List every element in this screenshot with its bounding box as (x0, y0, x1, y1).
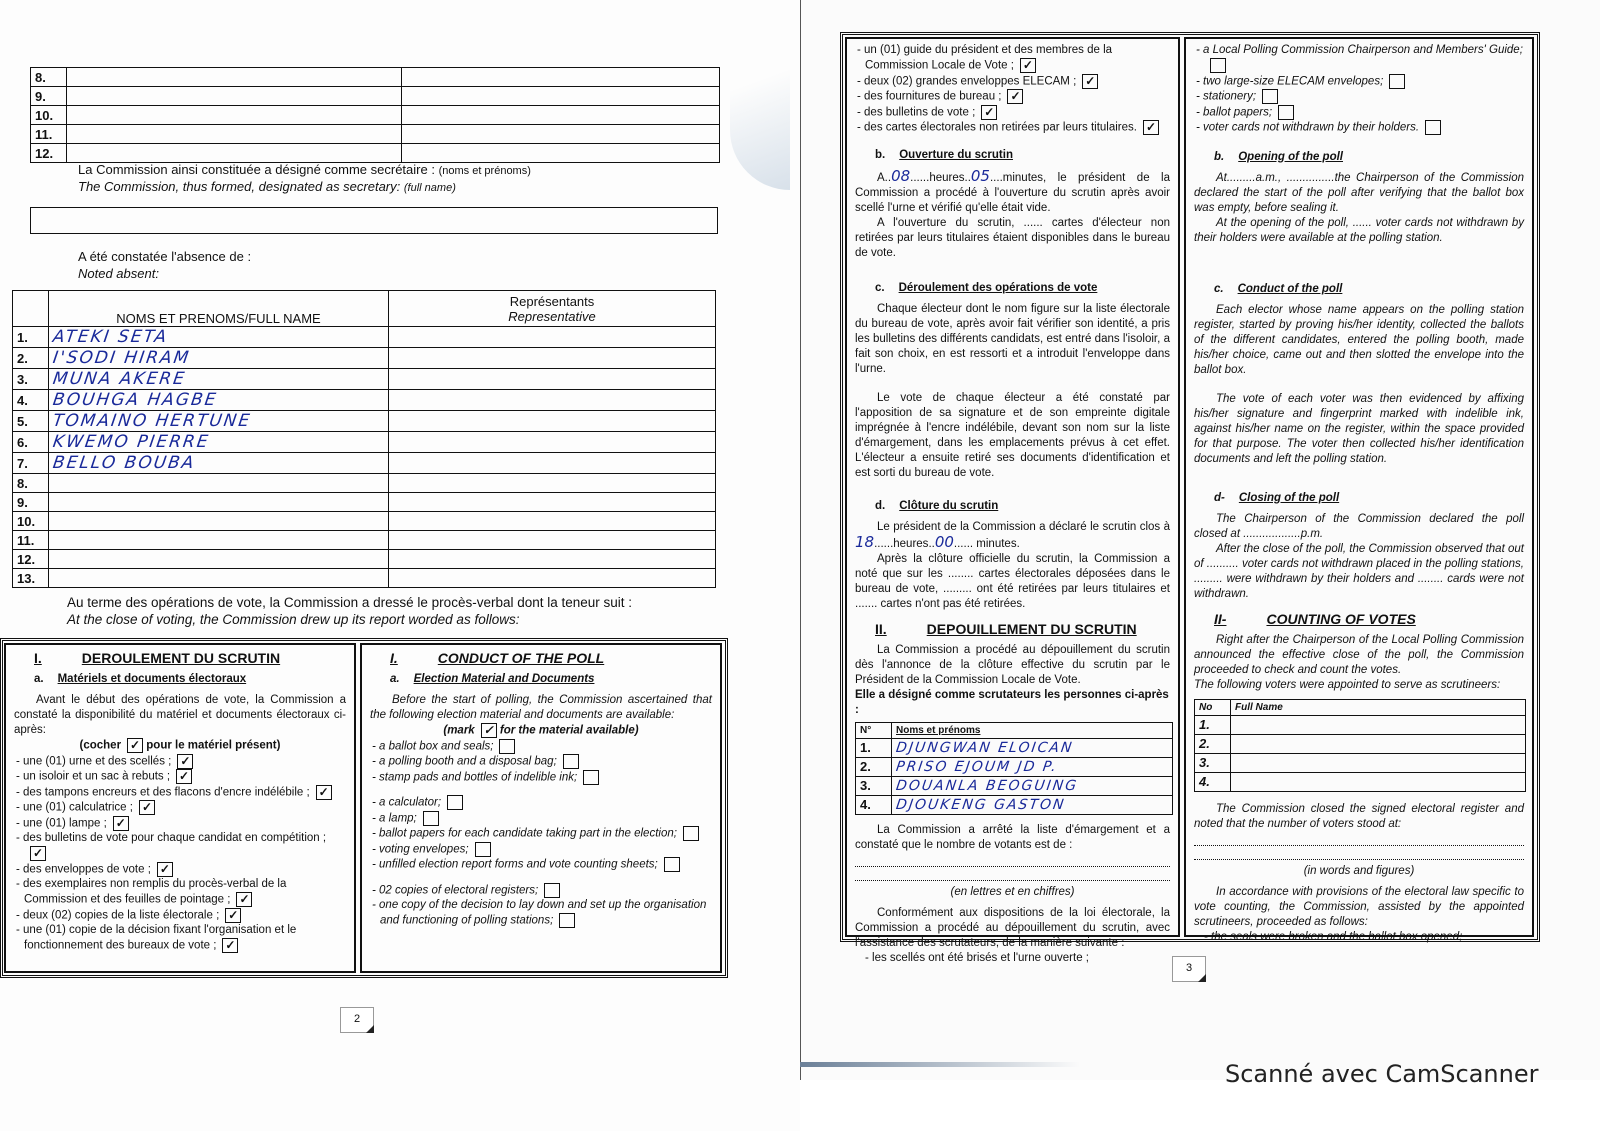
table-row: 8. (31, 68, 720, 87)
checkbox[interactable]: ✓ (981, 105, 997, 120)
scrutineers-table-en (1194, 699, 1526, 792)
checklist-item: - deux (02) grandes enveloppes ELECAM ; ✓ (855, 74, 1170, 90)
table-row: 8. (13, 474, 716, 493)
table-row: 11. (31, 125, 720, 144)
checkbox[interactable]: ✓ (113, 816, 129, 831)
checklist-item: - des exemplaires non remplis du procès-verbal de la Commission et des feuilles de pointage ; ✓ (16, 878, 287, 907)
table-row: 10. (31, 106, 720, 125)
report-intro-en: At the close of voting, the Commission drew up its report worded as follows: (67, 612, 520, 627)
checkbox[interactable]: ✓ (1082, 74, 1098, 89)
checkbox[interactable]: ✓ (1020, 58, 1036, 73)
checkbox[interactable]: ✓ (316, 785, 332, 800)
checkbox[interactable]: ✓ (177, 754, 193, 769)
table-row: 3. MUNA AKERE (13, 369, 716, 390)
fr-column-left: I. DEROULEMENT DU SCRUTIN a. Matériels et documents électoraux Avant le début des opérations de vote, la Commission a constaté la disponibilité du matériel et documents électoraux ci-après: (cocher ✓ pour le matériel présent) - une (01) urne et des scellés ; ✓ - un isoloir et un sac à rebuts ; ✓ - des tampons encreurs et des flacons d'encre indélébile ; ✓ - une (01) calculatrice ; ✓ - une (01) lampe ; ✓ - des bulletins de vote pour chaque candidat en compétition ;✓ - des enveloppes de vote ; ✓ - des exemplaires non remplis du procès-verbal de la Commission et des feuilles de pointage ; ✓ - deux (02) copies de la liste électorale ; ✓ - une (01) copie de la décision fixant l'organisation et le fonctionnement des bureaux de vote ; ✓ (4, 643, 356, 973)
table-row: 4. BOUHGA HAGBE (13, 390, 716, 411)
checklist-item: - two large-size ELECAM envelopes; (1194, 74, 1524, 90)
section-title: II. DEPOUILLEMENT DU SCRUTIN (875, 620, 1137, 637)
opening-minute-field[interactable]: 05 (970, 166, 990, 185)
checkbox[interactable] (544, 883, 560, 898)
checkbox[interactable] (664, 857, 680, 872)
table-row: 9. (13, 493, 716, 512)
checklist-item: - des bulletins de vote pour chaque candidat en compétition ;✓ (16, 832, 327, 861)
checkbox[interactable] (583, 770, 599, 785)
en-column-right: - a Local Polling Commission Chairperson and Members' Guide; - two large-size ELECAM envelopes; - stationery; - ballot papers; - voter cards not withdrawn by their holders. b. Opening of the poll At.........a.m., ...............the Chairperson of the Commission declared the start of the poll after verifying that the ballot box was empty, before sealing it. At the opening of the poll, ...... voter cards not withdrawn by their holders were available at the polling station. c. Conduct of the poll Each elector whose name appears on the polling station register, started by proving his/her identity, collected the ballots of the different candidates, entered the polling booth, made his/her choice, came out and then slotted the envelope into the ballot box. The vote of each voter was then evidenced by affixing his/her signature and fingerprint marked with indelible ink, against his/her name on the register, within the space provided for that purpose. The voter then collected his/her identification documents and left the polling station. d- Closing of the poll The Chairperson of the Commission declared the poll closed at ..................p.m. After the close of the poll, the Commission observed that out of .......... voter cards not withdrawn placed in the polling stations, ......... were withdrawn by their holders and ........ cards were not withdrawn. II- COUNTING OF VOTES Right after the Chairperson of the Local Polling Commission announced the effective close of the poll, the Commission proceeded to check and count the votes. The following voters were appointed to serve as scrutineers: No Full Name 1. 2. 3. 4. The Commission closed the signed electoral register and noted that the number of voters stood at: (in words and figures) In accordance with provisions of the electoral law specific to vote counting, the Commission, assisted by the appointed scrutineers, proceeded as follows: - the seals were broken and the ballot box opened; (1184, 37, 1534, 937)
checkbox[interactable] (499, 739, 515, 754)
checklist-item: - stationery; (1194, 89, 1524, 105)
checklist-item: - unfilled election report forms and vote counting sheets; (370, 857, 712, 873)
col-rep-header: Représentants Representative (389, 291, 716, 327)
table-row: 2. PRISO EJOUM JD P. (856, 757, 1173, 776)
checkbox[interactable] (1262, 89, 1278, 104)
closing-text: Le président de la Commission a déclaré le scrutin clos à 18......heures..00...... minutes. (855, 520, 1170, 551)
checkbox[interactable] (1210, 58, 1226, 73)
table-row: 3. (1195, 753, 1526, 772)
checkbox[interactable]: ✓ (236, 892, 252, 907)
checkbox[interactable] (475, 842, 491, 857)
report-intro-fr: Au terme des opérations de vote, la Commission a dressé le procès-verbal dont la teneur suit : (67, 595, 633, 610)
checklist-item: - voting envelopes; (370, 842, 712, 858)
secretary-field[interactable] (30, 207, 718, 234)
subsection-title: a. Election Material and Documents (390, 673, 595, 685)
table-row: 5. TOMAINO HERTUNE (13, 411, 716, 432)
table-row: 4. DJOUKENG GASTON (856, 795, 1173, 814)
table-row: 2. I'SODI HIRAM (13, 348, 716, 369)
subsection-title: a. Matériels et documents électoraux (34, 673, 247, 685)
absent-label-fr: A été constatée l'absence de : (78, 249, 252, 264)
voters-count-field-2[interactable] (855, 871, 1170, 881)
scrutineers-table-fr (855, 722, 1173, 815)
checklist-item: - ballot papers for each candidate taking part in the election; (370, 826, 712, 842)
secretary-label-fr: La Commission ainsi constituée a désigné comme secrétaire : (noms et prénoms) (78, 162, 531, 177)
checkbox[interactable] (423, 811, 439, 826)
checklist-item: - une (01) lampe ; ✓ (14, 816, 346, 832)
page-number-right: 3 (1172, 956, 1206, 982)
checkbox[interactable]: ✓ (1007, 89, 1023, 104)
en-column-left: I. CONDUCT OF THE POLL a. Election Material and Documents Before the start of polling, the Commission ascertained that the following election material and documents are available: (mark ✓ for the material available) - a ballot box and seals; - a polling booth and a disposal bag; - stamp pads and bottles of indelible ink; - a calculator; - a lamp; - ballot papers for each candidate taking part in the election; - voting envelopes; - unfilled election report forms and vote counting sheets; - 02 copies of electoral registers; - one copy of the decision to lay down and set up the organisation and functioning of polling stations; (360, 643, 722, 973)
table-row: 6. KWEMO PIERRE (13, 432, 716, 453)
section-title: I. DEROULEMENT DU SCRUTIN (34, 650, 281, 666)
closing-hour-field[interactable]: 18 (855, 532, 875, 551)
checklist-item: - a ballot box and seals; (370, 739, 712, 755)
instruction: (mark ✓ for the material available) (443, 723, 639, 737)
checkbox[interactable]: ✓ (30, 846, 46, 861)
voters-count-field[interactable] (855, 857, 1170, 867)
closing-minute-field[interactable]: 00 (934, 532, 954, 551)
table-row: 11. (13, 531, 716, 550)
opening-hour-field[interactable]: 08 (891, 166, 911, 185)
checklist-item: - a calculator; (370, 795, 712, 811)
checkbox[interactable]: ✓ (176, 769, 192, 784)
checklist-item: - des tampons encreurs et des flacons d'encre indélébile ; ✓ (14, 785, 346, 801)
checklist-item: - un isoloir et un sac à rebuts ; ✓ (14, 769, 346, 785)
camscanner-watermark: Scanné avec CamScanner (1225, 1060, 1539, 1088)
checklist-item: - une (01) copie de la décision fixant l'organisation et le fonctionnement des bureaux de vote ; ✓ (16, 924, 297, 953)
table-row: 1. (1195, 715, 1526, 734)
section-title: II- COUNTING OF VOTES (1214, 610, 1416, 627)
subsection-title: b. Opening of the poll (1214, 150, 1343, 163)
checkbox[interactable] (563, 754, 579, 769)
subsection-title: b. Ouverture du scrutin (875, 148, 1013, 161)
checkbox[interactable] (683, 826, 699, 841)
sample-checkbox: ✓ (127, 738, 143, 753)
checklist-item: - des enveloppes de vote ; ✓ (14, 862, 346, 878)
subsection-title: c. Conduct of the poll (1214, 282, 1343, 295)
checklist-item: - une (01) urne et des scellés ; ✓ (14, 754, 346, 770)
checkbox[interactable]: ✓ (222, 938, 238, 953)
checkbox[interactable] (1389, 74, 1405, 89)
checklist-item: - a Local Polling Commission Chairperson and Members' Guide; (1194, 43, 1524, 74)
checklist-item: - voter cards not withdrawn by their holders. (1194, 120, 1524, 136)
table-row: 1. DJUNGWAN ELOICAN (856, 738, 1173, 757)
checkbox[interactable]: ✓ (1143, 120, 1159, 135)
page-edge-line (800, 1062, 1080, 1067)
checklist-item: - une (01) calculatrice ; ✓ (14, 800, 346, 816)
checklist-item: - ballot papers; (1194, 105, 1524, 121)
subsection-title: d- Closing of the poll (1214, 491, 1340, 504)
members-table (30, 67, 720, 163)
table-row: 12. (13, 550, 716, 569)
checkbox[interactable] (559, 913, 575, 928)
absent-label-en: Noted absent: (78, 266, 159, 281)
subsection-title: c. Déroulement des opérations de vote (875, 281, 1098, 294)
checkbox[interactable]: ✓ (139, 800, 155, 815)
checklist-item: - a polling booth and a disposal bag; (370, 754, 712, 770)
checklist-item: - stamp pads and bottles of indelible ink; (370, 770, 712, 786)
checklist-item: - des fournitures de bureau ; ✓ (855, 89, 1170, 105)
opening-text: A..08......heures..05....minutes, le président de la Commission a procédé à l'ouverture du scrutin après avoir scellé l'urne et vérifié qu'elle était vide. (855, 166, 1170, 214)
fr-column-right: - un (01) guide du président et des membres de la Commission Locale de Vote ; ✓ - deux (02) grandes enveloppes ELECAM ; ✓ - des fournitures de bureau ; ✓ - des bulletins de vote ; ✓ - des cartes électorales non retirées par leurs titulaires. ✓ b. Ouverture du scrutin A..08......heures..05....minutes, le président de la Commission a procédé à l'ouverture du scrutin après avoir scellé l'urne et vérifié qu'elle était vide. A l'ouverture du scrutin, ...... cartes d'électeur non retirées par leurs titulaires étaient disponibles dans le bureau de vote. c. Déroulement des opérations de vote Chaque électeur dont le nom figure sur la liste électorale du bureau de vote, après avoir fait vérifier son identité, a pris les bulletins des différents candidats, est entré dans l'isoloir, a fait son choix, en est ressorti et a introduit l'enveloppe dans l'urne. Le vote de chaque électeur a été constaté par l'apposition de sa signature et de son empreinte digitale imprégnée à l'encre indélébile, devant son nom sur la liste d'émargement, dans les emplacements prévus à cet effet. L'électeur a ensuite retiré ses documents d'identification et est sorti du bureau de vote. d. Clôture du scrutin Le président de la Commission a déclaré le scrutin clos à 18......heures..00...... minutes. Après la clôture officielle du scrutin, la Commission a noté que sur les ........ cartes électorales déposées dans le bureau de vote, ......... ont été retirées par leurs titulaires et ....... cartes n'ont pas été retirées. II. DEPOUILLEMENT DU SCRUTIN La Commission a procédé au dépouillement du scrutin dès l'annonce de la clôture effective du scrutin par le Président de la Commission Locale de Vote. Elle a désigné comme scrutateurs les personnes ci-après : N° Noms et prénoms 1. DJUNGWAN ELOICAN 2. PRISO EJOUM JD P. 3. DOUANLA BEOGUING 4. DJOUKENG GASTON La Commission a arrêté la liste d'émargement et a constaté que le nombre de votants est de : (en lettres et en chiffres) Conformément aux dispositions de la loi électorale, la Commission a procédé au dépouillement du scrutin, avec l'assistance des scrutateurs, de la manière suivante : - les scellés ont été brisés et l'urne ouverte ; (845, 37, 1180, 937)
checkbox[interactable] (447, 795, 463, 810)
page-number-left: 2 (340, 1007, 374, 1033)
subsection-title: d. Clôture du scrutin (875, 499, 999, 512)
checklist-item: - 02 copies of electoral registers; (370, 883, 712, 899)
checkbox[interactable] (1425, 120, 1441, 135)
table-row: 4. (1195, 772, 1526, 791)
table-row: 10. (13, 512, 716, 531)
table-row: 13. (13, 569, 716, 588)
table-row: 3. DOUANLA BEOGUING (856, 776, 1173, 795)
checklist-item: - deux (02) copies de la liste électorale ; ✓ (14, 908, 346, 924)
col-name-header: NOMS ET PRENOMS/FULL NAME (49, 291, 389, 327)
checkbox[interactable] (1278, 105, 1294, 120)
checklist-item: - des bulletins de vote ; ✓ (855, 105, 1170, 121)
voters-count-field[interactable] (1194, 836, 1524, 846)
sample-checkbox: ✓ (481, 723, 497, 738)
checklist-item: - un (01) guide du président et des membres de la Commission Locale de Vote ; ✓ (857, 44, 1113, 72)
scrutineers-header: N° Noms et prénoms (856, 722, 1173, 738)
checklist-item: - a lamp; (370, 811, 712, 827)
checkbox[interactable]: ✓ (157, 862, 173, 877)
table-row: 9. (31, 87, 720, 106)
absent-table (12, 290, 716, 588)
scrutineers-header: No Full Name (1195, 699, 1526, 715)
secretary-label-en: The Commission, thus formed, designated as secretary: (full name) (78, 179, 456, 194)
table-row: 7. BELLO BOUBA (13, 453, 716, 474)
instruction: (cocher ✓ pour le matériel présent) (79, 738, 281, 752)
voters-count-field-2[interactable] (1194, 850, 1524, 860)
table-row: 12. (31, 144, 720, 163)
checkbox[interactable]: ✓ (225, 908, 241, 923)
checklist-item: - one copy of the decision to lay down and set up the organisation and functioning of polling stations; (372, 899, 707, 927)
table-row: 2. (1195, 734, 1526, 753)
section-title: I. CONDUCT OF THE POLL (390, 650, 605, 666)
absent-table-header (13, 291, 716, 327)
table-row: 1. ATEKI SETA (13, 327, 716, 348)
checklist-item: - des cartes électorales non retirées par leurs titulaires. ✓ (855, 120, 1170, 136)
